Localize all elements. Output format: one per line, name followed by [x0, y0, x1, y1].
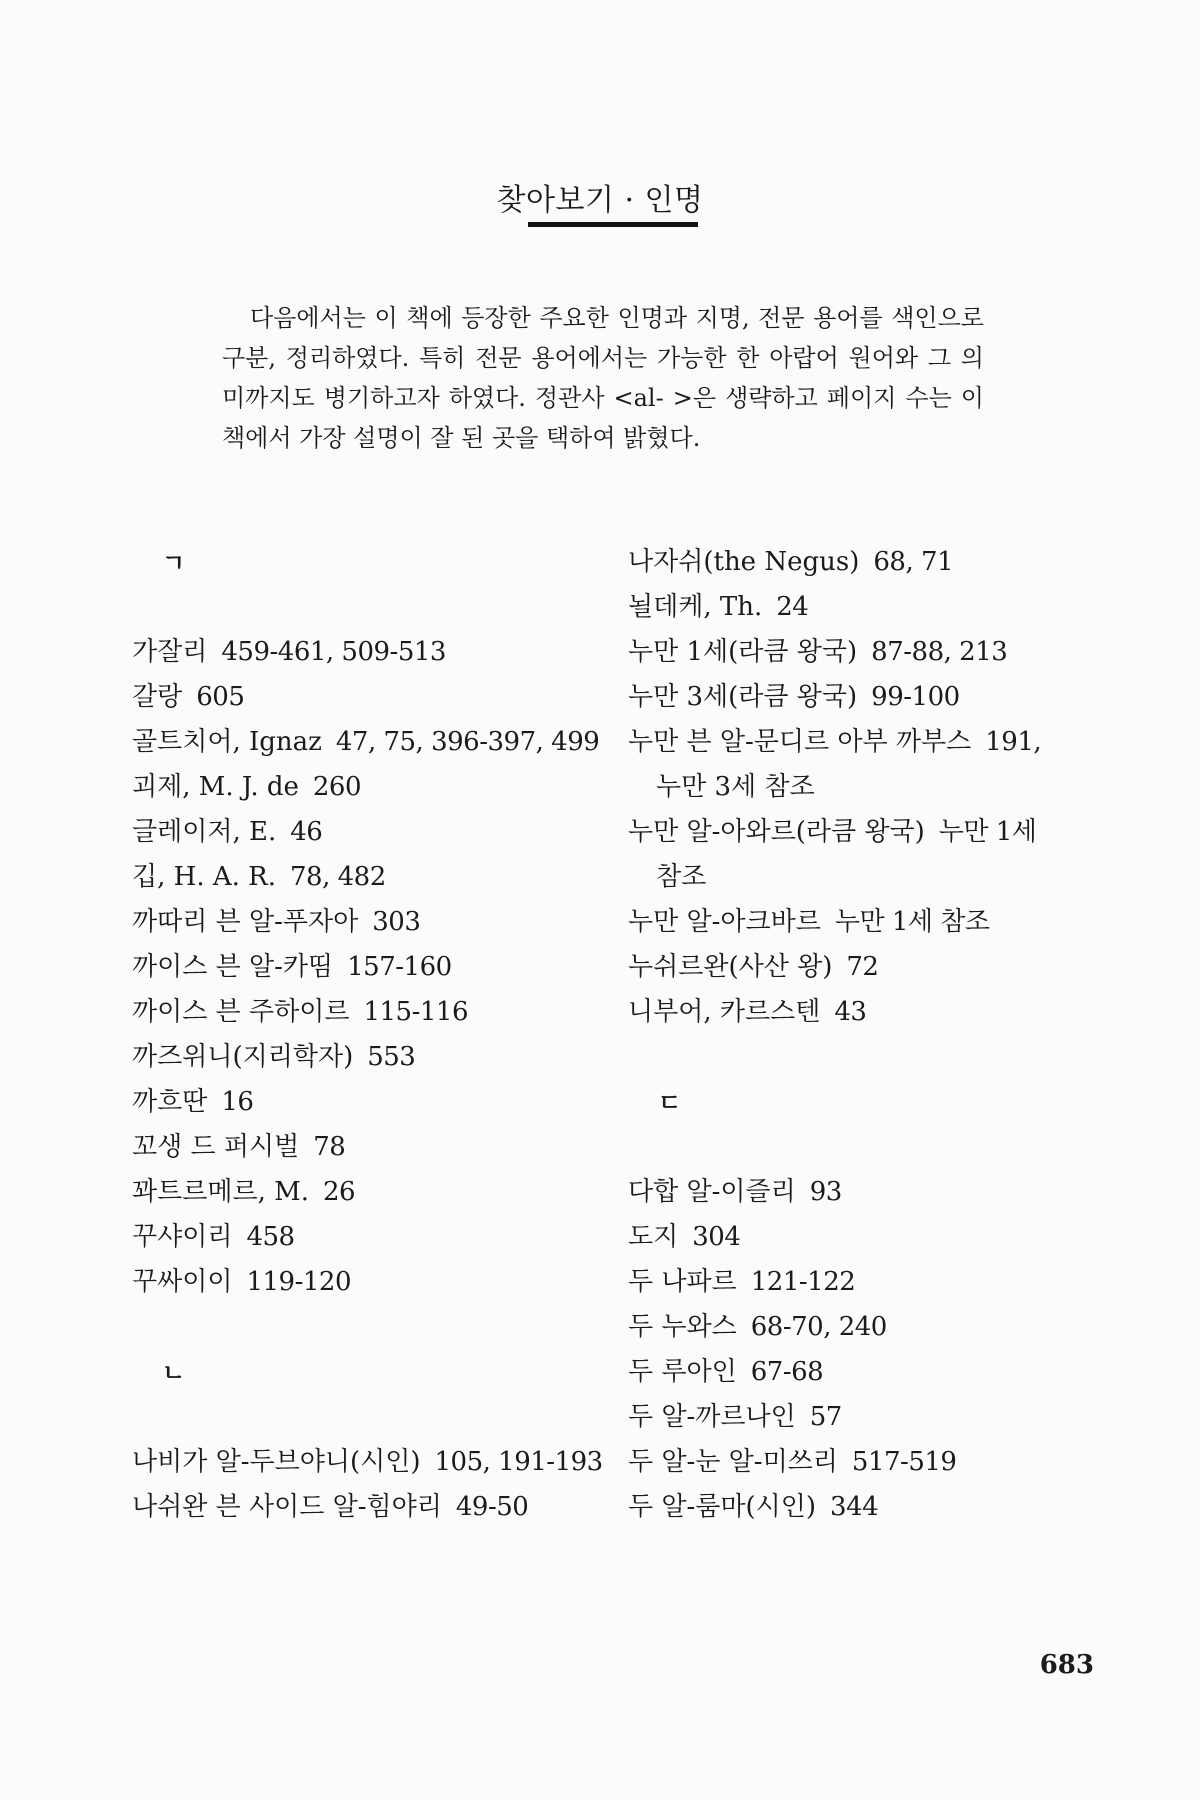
index-entry	[628, 585, 1088, 630]
index-entry-pages: 260	[312, 772, 362, 802]
index-entry-line	[132, 945, 612, 990]
index-entry-pages: 119-120	[246, 1267, 352, 1297]
index-entry-pages: 68-70, 240	[750, 1312, 887, 1342]
index-entry-line	[132, 1080, 612, 1125]
index-entry-name: 니부어, 카르스텐	[628, 997, 821, 1027]
index-entry-pages: 24	[776, 592, 809, 622]
index-entry-line	[628, 1440, 1088, 1485]
index-entry-continuation: 참조	[656, 862, 707, 892]
index-entry-name: 두 누와스	[628, 1312, 737, 1342]
index-entry-pages: 304	[692, 1222, 741, 1252]
index-entry-line	[628, 945, 1088, 990]
index-entry	[628, 1440, 1088, 1485]
index-entry-line	[132, 990, 612, 1035]
index-entry-line	[628, 630, 1088, 675]
index-entry	[132, 675, 612, 720]
index-entry-name: 까흐딴	[132, 1087, 208, 1117]
index-entry-name: 괴제, M. J. de	[132, 772, 299, 802]
index-entry-pages: 68, 71	[873, 547, 954, 577]
index-entry-name: 글레이저, E.	[132, 817, 277, 847]
index-entry-line	[132, 630, 612, 675]
index-entry	[628, 630, 1088, 675]
index-entry-name: 까따리 븐 알-푸자아	[132, 907, 359, 937]
index-entry-line	[132, 1125, 612, 1170]
index-entry-name: 두 루아인	[628, 1357, 737, 1387]
index-entry-name: 누쉬르완(사산 왕)	[628, 952, 833, 982]
index-entry-pages: 49-50	[455, 1492, 529, 1522]
index-entry-pages: 16	[221, 1087, 254, 1117]
section-heading-giyeok: ㄱ	[162, 548, 186, 577]
index-entry-pages: 87-88, 213	[871, 637, 1008, 667]
index-entry-name: 누만 3세(라큼 왕국)	[628, 682, 858, 712]
index-entry	[132, 900, 612, 945]
index-entry-pages: 121-122	[750, 1267, 856, 1297]
section-heading-nieun: ㄴ	[162, 1358, 186, 1387]
index-entry-pages: 78, 482	[290, 862, 386, 892]
index-column-left	[132, 540, 612, 1530]
index-entry	[628, 1170, 1088, 1215]
index-entry-line	[132, 765, 612, 810]
index-entry	[132, 1440, 612, 1485]
spacer	[628, 1125, 1088, 1170]
index-entry	[132, 1485, 612, 1530]
index-entry-pages: 43	[834, 997, 867, 1027]
index-entry-name: 갈랑	[132, 682, 183, 712]
index-entry	[132, 1260, 612, 1305]
index-entry-name: 도지	[628, 1222, 679, 1252]
index-entry-line	[628, 1215, 1088, 1260]
index-entry-line	[132, 1035, 612, 1080]
index-entry-line	[132, 1440, 612, 1485]
index-entry-pages: 78	[313, 1132, 346, 1162]
index-entry-name: 뇔데케, Th.	[628, 592, 763, 622]
intro-paragraph: 다음에서는 이 책에 등장한 주요한 인명과 지명, 전문 용어를 색인으로 구분, 정리하였다. 특히 전문 용어에서는 가능한 한 아랍어 원어와 그 의미까지도 병기하고자 하였다. 정관사 <al- >은 생략하고 페이지 수는 이 책에서 가장 설명이 잘 된 곳을 택하여 밝혔다.	[222, 304, 984, 452]
index-entry	[132, 1170, 612, 1215]
index-entry	[628, 1260, 1088, 1305]
spacer	[132, 585, 612, 630]
index-entry	[628, 990, 1088, 1035]
index-entry-line	[628, 900, 1088, 945]
index-entry-pages: 191,	[985, 727, 1042, 757]
index-entry-line	[132, 855, 612, 900]
spacer	[132, 1395, 612, 1440]
spacer	[132, 1305, 612, 1350]
index-entry-pages: 553	[367, 1042, 416, 1072]
page-number: 683	[1039, 1650, 1094, 1680]
index-entry	[628, 1215, 1088, 1260]
index-entry-pages: 누만 1세 참조	[834, 907, 990, 937]
index-entry-pages: 46	[290, 817, 323, 847]
index-entry-pages: 605	[196, 682, 245, 712]
index-group-nieun-continued	[628, 540, 1088, 1035]
index-entry-line	[132, 1485, 612, 1530]
index-entry-name: 깁, H. A. R.	[132, 862, 276, 892]
index-entry-line	[628, 585, 1088, 630]
index-entry-pages: 57	[809, 1402, 842, 1432]
title-underline	[528, 222, 698, 227]
index-entry	[628, 945, 1088, 990]
index-entry-name: 나쉬완 븐 사이드 알-힘야리	[132, 1492, 442, 1522]
index-entry	[628, 1485, 1088, 1530]
spacer	[628, 1035, 1088, 1080]
index-entry	[628, 675, 1088, 720]
index-entry-pages: 157-160	[347, 952, 452, 982]
index-entry-name: 누만 1세(라큼 왕국)	[628, 637, 858, 667]
index-entry-name: 꽈트르메르, M.	[132, 1177, 309, 1207]
index-entry-line	[628, 1305, 1088, 1350]
index-entry	[132, 990, 612, 1035]
index-group-digeut	[628, 1170, 1088, 1530]
index-entry-line	[132, 1260, 612, 1305]
index-entry-pages: 72	[846, 952, 879, 982]
index-entry-name: 꼬생 드 퍼시벌	[132, 1132, 300, 1162]
index-entry-line	[628, 1350, 1088, 1395]
index-entry-pages: 누만 1세	[938, 817, 1037, 847]
index-entry-name: 두 나파르	[628, 1267, 737, 1297]
index-entry	[628, 1305, 1088, 1350]
index-entry-line	[132, 1215, 612, 1260]
index-entry-line	[628, 720, 1088, 765]
index-group-nieun	[132, 1440, 612, 1530]
index-entry-line	[628, 540, 1088, 585]
index-entry-line	[628, 810, 1088, 855]
index-entry	[132, 1035, 612, 1080]
index-entry-name: 두 알-까르나인	[628, 1402, 796, 1432]
index-entry-line	[132, 720, 612, 765]
index-entry-name: 누만 븐 알-문디르 아부 까부스	[628, 727, 972, 757]
index-entry-pages: 115-116	[363, 997, 469, 1027]
index-entry-line	[628, 1260, 1088, 1305]
index-entry	[132, 1125, 612, 1170]
index-entry-line	[628, 675, 1088, 720]
index-entry-name: 두 알-눈 알-미쓰리	[628, 1447, 838, 1477]
index-group-giyeok	[132, 630, 612, 1305]
index-entry	[132, 765, 612, 810]
index-entry-name: 나자쉬(the Negus)	[628, 547, 860, 577]
index-entry-pages: 344	[830, 1492, 879, 1522]
index-entry-pages: 303	[372, 907, 421, 937]
index-entry-line	[628, 1170, 1088, 1215]
index-entry-name: 꾸샤이리	[132, 1222, 233, 1252]
index-entry	[132, 1215, 612, 1260]
index-entry-name: 두 알-룸마(시인)	[628, 1492, 817, 1522]
index-entry-name: 누만 알-아와르(라큼 왕국)	[628, 817, 925, 847]
index-entry-continuation: 누만 3세 참조	[656, 772, 815, 802]
index-entry-line	[132, 1170, 612, 1215]
index-entry-name: 가잘리	[132, 637, 208, 667]
index-entry-name: 까이스 븐 알-카띰	[132, 952, 334, 982]
index-entry-line	[628, 990, 1088, 1035]
index-entry	[628, 1350, 1088, 1395]
index-entry-pages: 93	[809, 1177, 842, 1207]
index-entry-line	[132, 675, 612, 720]
index-entry-line	[628, 1395, 1088, 1440]
index-entry	[132, 855, 612, 900]
index-entry-pages: 517-519	[851, 1447, 957, 1477]
index-entry-pages: 47, 75, 396-397, 499	[335, 727, 600, 757]
index-entry	[628, 900, 1088, 945]
index-entry-line	[132, 900, 612, 945]
page-title: 찾아보기 · 인명	[496, 183, 704, 218]
index-entry-line	[628, 1485, 1088, 1530]
index-entry	[628, 810, 1088, 900]
index-entry-name: 나비가 알-두브야니(시인)	[132, 1447, 421, 1477]
index-entry	[132, 945, 612, 990]
index-entry	[628, 720, 1088, 810]
index-entry-pages: 105, 191-193	[434, 1447, 603, 1477]
index-entry-pages: 459-461, 509-513	[221, 637, 446, 667]
index-entry-line	[132, 810, 612, 855]
index-entry	[628, 1395, 1088, 1440]
index-entry	[132, 630, 612, 675]
index-entry-name: 꾸싸이이	[132, 1267, 233, 1297]
index-entry-pages: 99-100	[871, 682, 960, 712]
index-entry-pages: 26	[323, 1177, 356, 1207]
index-entry-name: 골트치어, Ignaz	[132, 727, 322, 757]
index-entry	[132, 1080, 612, 1125]
index-entry-pages: 67-68	[750, 1357, 824, 1387]
index-entry-pages: 458	[246, 1222, 295, 1252]
index-entry	[628, 540, 1088, 585]
index-entry	[132, 810, 612, 855]
index-entry	[132, 720, 612, 765]
index-column-right	[628, 540, 1088, 1530]
index-entry-name: 까이스 븐 주하이르	[132, 997, 350, 1027]
index-entry-name: 다합 알-이즐리	[628, 1177, 796, 1207]
index-entry-name: 까즈위니(지리학자)	[132, 1042, 354, 1072]
index-entry-name: 누만 알-아크바르	[628, 907, 821, 937]
section-heading-digeut: ㄷ	[658, 1088, 682, 1117]
